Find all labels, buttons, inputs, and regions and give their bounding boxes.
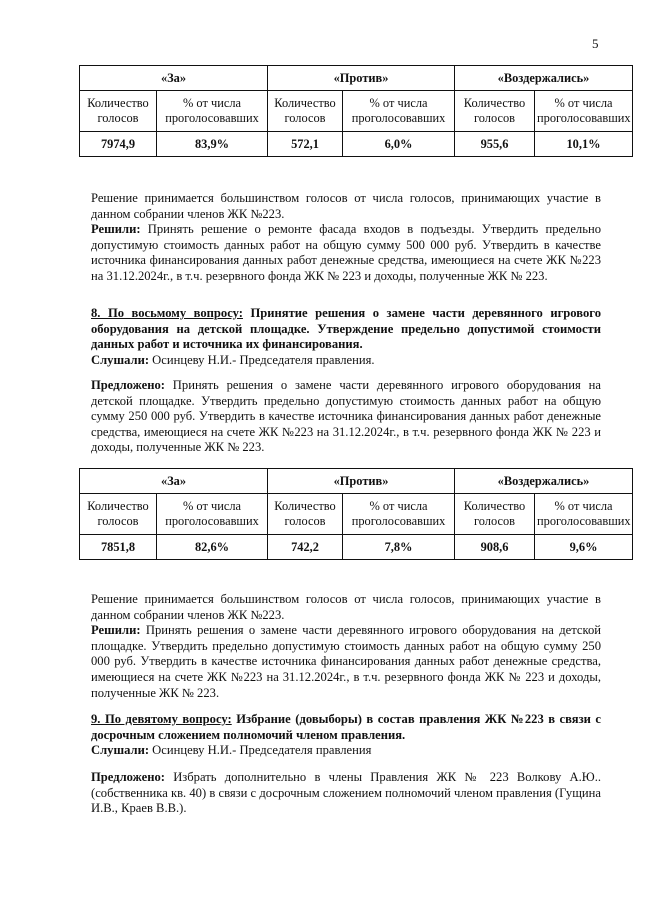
header-against: «Против»: [268, 66, 455, 91]
question-8-title: Принятие решения о замене части деревянного игрового оборудования на детской площадке. Утверждение предельно допустимой стоимости данных работ и источника их финансирования.: [91, 306, 601, 352]
proposed-text: Избрать дополнительно в члены Правления ЖК № 223 Волкову А.Ю.. (собственника кв. 40) в связи с досрочным сложением полномочий членом правления (Гущина И.В., Краев В.В.).: [91, 770, 601, 816]
header-abstain: «Воздержались»: [455, 66, 633, 91]
vote-results-table-8: [79, 468, 633, 560]
subheader-votes-for: Количество голосов: [80, 494, 157, 535]
proposed-text: Принять решения о замене части деревянного игрового оборудования на детской площадке. Утвердить предельно допустимую стоимость данных работ на общую сумму 250 000 руб. Утвердить в качестве источника финансирования данных работ денежные средства, имеющиеся на счете ЖК №223 на 31.12.2024г., в т.ч. резервного фонда ЖК № 223 и доходы, полученные ЖК № 223.: [91, 378, 601, 455]
subheader-votes-for: Количество голосов: [80, 91, 157, 132]
decision-text: Решение принимается большинством голосов от числа голосов, принимающих участие в данном собрании членов ЖК №223.: [91, 592, 601, 622]
against-percent-value: 6,0%: [343, 132, 455, 157]
subheader-votes-abstain: Количество голосов: [455, 494, 535, 535]
subheader-percent-abstain: % от числа проголосовавших: [535, 494, 633, 535]
resolved-text: Принять решение о ремонте фасада входов в подъезды. Утвердить предельно допустимую стоимость данных работ на общую сумму 500 000 руб. Утвердить в качестве источника финансирования данных работ денежные средства, имеющиеся на счете ЖК №223 на 31.12.2024г., в т.ч. резервного фонда ЖК № 223 и доходы, полученные ЖК № 223.: [91, 222, 601, 283]
section8-heading: [91, 306, 601, 368]
section8-proposal: [91, 378, 601, 456]
for-percent-value: 82,6%: [157, 535, 268, 560]
abstain-percent-value: 10,1%: [535, 132, 633, 157]
abstain-votes-value: 908,6: [455, 535, 535, 560]
resolved-paragraph: [91, 222, 601, 284]
page-number: 5: [592, 36, 599, 51]
decision-text: Решение принимается большинством голосов от числа голосов, принимающих участие в данном собрании членов ЖК №223.: [91, 191, 601, 221]
resolved-label: Решили:: [91, 623, 141, 638]
header-against: «Против»: [268, 469, 455, 494]
heard-text: Осинцеву Н.И.- Председателя правления.: [149, 352, 375, 367]
heard-text: Осинцеву Н.И.- Председателя правления: [149, 743, 372, 758]
for-votes-value: 7974,9: [80, 132, 157, 157]
resolved-label: Решили:: [91, 222, 141, 237]
question-8-label: 8. По восьмому вопросу:: [91, 306, 243, 320]
subheader-percent-against: % от числа проголосовавших: [343, 494, 455, 535]
question-9-label: 9. По девятому вопросу:: [91, 712, 232, 726]
question-9-title: Избрание (довыборы) в состав правления ЖК №223 в связи с досрочным сложением полномочий членом правления.: [91, 712, 601, 742]
vote-results-table-7: [79, 65, 633, 157]
against-votes-value: 572,1: [268, 132, 343, 157]
heard-label: Слушали:: [91, 352, 150, 367]
against-votes-value: 742,2: [268, 535, 343, 560]
subheader-percent-for: % от числа проголосовавших: [157, 91, 268, 132]
header-abstain: «Воздержались»: [455, 469, 633, 494]
abstain-percent-value: 9,6%: [535, 535, 633, 560]
subheader-votes-abstain: Количество голосов: [455, 91, 535, 132]
subheader-percent-for: % от числа проголосовавших: [157, 494, 268, 535]
against-percent-value: 7,8%: [343, 535, 455, 560]
abstain-votes-value: 955,6: [455, 132, 535, 157]
resolved-text: Принять решения о замене части деревянного игрового оборудования на детской площадке. Утвердить предельно допустимую стоимость данных работ на общую сумму 250 000 руб. Утвердить в качестве источника финансирования данных работ денежные средства, имеющиеся на счете ЖК №223 на 31.12.2024г., в т.ч. резервного фонда ЖК № 223 и доходы, полученные ЖК № 223.: [91, 623, 601, 700]
for-votes-value: 7851,8: [80, 535, 157, 560]
for-percent-value: 83,9%: [157, 132, 268, 157]
subheader-percent-abstain: % от числа проголосовавших: [535, 91, 633, 132]
section7-result: [91, 191, 601, 285]
heard-label: Слушали:: [91, 743, 150, 758]
section9-proposal: [91, 770, 601, 817]
section8-result: [91, 592, 601, 701]
proposed-label: Предложено:: [91, 770, 165, 784]
header-for: «За»: [80, 469, 268, 494]
header-for: «За»: [80, 66, 268, 91]
proposed-label: Предложено:: [91, 378, 165, 392]
resolved-paragraph: [91, 623, 601, 701]
section9-heading: [91, 712, 601, 759]
subheader-votes-against: Количество голосов: [268, 91, 343, 132]
subheader-percent-against: % от числа проголосовавших: [343, 91, 455, 132]
subheader-votes-against: Количество голосов: [268, 494, 343, 535]
